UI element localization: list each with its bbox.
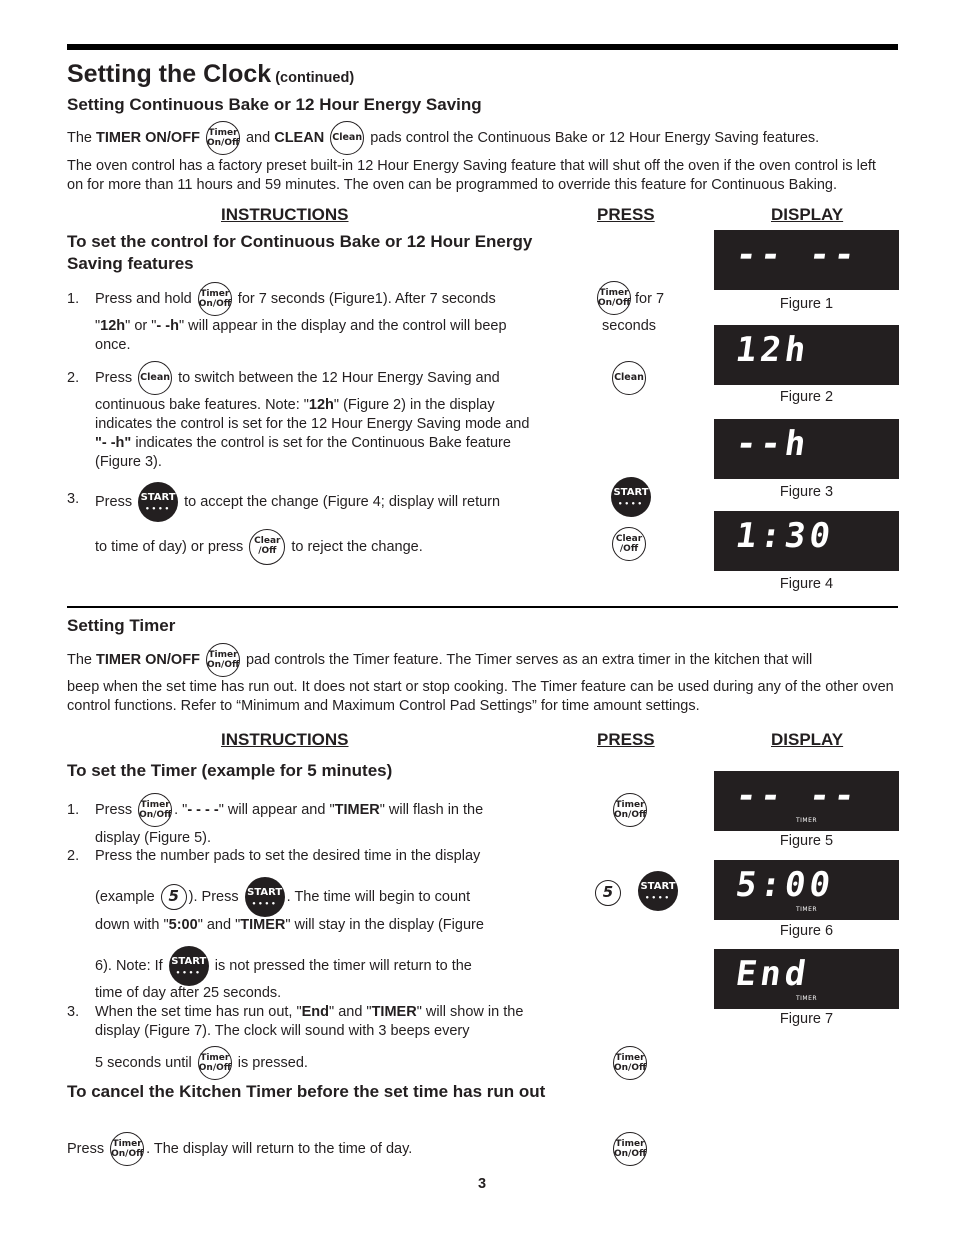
step-number: 2. bbox=[67, 848, 80, 864]
page-title bbox=[67, 60, 354, 89]
start-icon bbox=[638, 871, 678, 911]
pad-label: 5 bbox=[168, 887, 179, 905]
timer-step2-line3 bbox=[95, 916, 484, 935]
text: " will stay in the display (Figure bbox=[285, 917, 484, 933]
timer-on-off-icon bbox=[613, 1046, 647, 1080]
text: The bbox=[67, 652, 97, 668]
text: pads control the Continuous Bake or 12 Hour Energy Saving features. bbox=[366, 130, 820, 146]
figure-caption: Figure 7 bbox=[779, 1011, 834, 1027]
pad-label: Timer bbox=[200, 289, 230, 300]
timer-on-off-icon bbox=[597, 281, 631, 315]
section2-intro-line1 bbox=[67, 651, 812, 670]
text: down with " bbox=[95, 917, 169, 933]
figure-caption: Figure 4 bbox=[779, 576, 834, 592]
timer-on-off-icon bbox=[198, 282, 232, 316]
text: is pressed. bbox=[233, 1055, 308, 1071]
col-instructions: INSTRUCTIONS bbox=[221, 730, 349, 749]
pad-label: Timer bbox=[208, 128, 238, 139]
figure-caption: Figure 3 bbox=[779, 484, 834, 500]
text-bold: TIMER ON/OFF bbox=[96, 652, 200, 668]
text: 5 seconds until bbox=[95, 1055, 196, 1071]
figure-caption: Figure 5 bbox=[779, 833, 834, 849]
text: (example bbox=[95, 888, 159, 905]
figure-caption: Figure 6 bbox=[779, 923, 834, 939]
press-five-pad bbox=[595, 880, 621, 906]
press-clear-pad bbox=[612, 527, 646, 561]
figure-caption: Figure 1 bbox=[779, 296, 834, 312]
text: " will show in the display (Figure 7). The clock will sound with 3 beeps every bbox=[95, 1004, 524, 1039]
text: indicates the control is set for the Continuous Bake feature (Figure 3). bbox=[95, 435, 511, 470]
text: 6). Note: If bbox=[95, 957, 167, 974]
title-text: Setting the Clock bbox=[67, 60, 272, 88]
timer-on-off-icon bbox=[613, 793, 647, 827]
step-number: 1. bbox=[67, 802, 80, 818]
text: Press bbox=[67, 1141, 109, 1157]
start-icon bbox=[138, 482, 178, 522]
timer-indicator: TIMER bbox=[795, 817, 818, 824]
display-figure6 bbox=[714, 860, 899, 920]
pad-label: On/Off bbox=[198, 1063, 232, 1074]
clean-icon bbox=[330, 121, 364, 155]
text: " and " bbox=[329, 1004, 372, 1020]
pad-label: On/Off bbox=[614, 1149, 647, 1159]
pad-label: On/Off bbox=[139, 810, 172, 821]
step3-line2 bbox=[95, 537, 423, 557]
pad-label: Timer bbox=[112, 1139, 142, 1150]
step2-line2 bbox=[95, 396, 535, 472]
text: to switch between the 12 Hour Energy Saving and bbox=[174, 370, 500, 386]
pad-dots: •••• bbox=[145, 505, 172, 513]
col-press: PRESS bbox=[597, 730, 655, 749]
timer-step2-line5: time of day after 25 seconds. bbox=[95, 985, 282, 1001]
pad-label: Clear bbox=[254, 536, 281, 546]
text-bold: End bbox=[301, 1004, 330, 1020]
text: to accept the change (Figure 4; display will return bbox=[180, 493, 501, 510]
timer-step2-line4 bbox=[95, 954, 472, 978]
text-bold: TIMER bbox=[240, 917, 286, 933]
step3-line1 bbox=[95, 490, 500, 514]
timer-step1-line2: display (Figure 5). bbox=[95, 830, 212, 846]
pad-label: Timer bbox=[140, 800, 170, 811]
text: " (Figure 2) in the display indicates the control is set for the 12 Hour Energy Saving mode and bbox=[95, 397, 530, 432]
section2-subheading: To set the Timer (example for 5 minutes) bbox=[67, 761, 393, 780]
display-text: 1:30 bbox=[733, 516, 837, 556]
section1-intro bbox=[67, 129, 819, 148]
text-bold: - -h bbox=[156, 318, 179, 334]
step2-line1 bbox=[95, 369, 500, 388]
pad-label: START bbox=[247, 887, 283, 898]
pad-label: START bbox=[640, 881, 676, 892]
section-divider bbox=[67, 606, 898, 608]
start-icon bbox=[245, 877, 285, 917]
text: The bbox=[67, 130, 97, 146]
pad-label: On/Off bbox=[614, 1063, 647, 1073]
col-display: DISPLAY bbox=[771, 730, 844, 749]
text-bold: 12h bbox=[308, 397, 334, 413]
col-press: PRESS bbox=[597, 205, 655, 224]
section2-heading: Setting Timer bbox=[67, 616, 176, 635]
pad-label: On/Off bbox=[614, 810, 647, 820]
text: and bbox=[241, 130, 275, 146]
pad-label: Clean bbox=[614, 372, 644, 383]
pad-label: On/Off bbox=[206, 138, 240, 149]
text: " will appear and " bbox=[218, 802, 335, 818]
text: continuous bake features. Note: " bbox=[95, 397, 309, 413]
text: . The time will begin to count bbox=[286, 888, 471, 905]
text: . The display will return to the time of day. bbox=[146, 1141, 413, 1157]
start-icon bbox=[169, 946, 209, 986]
pad-label: Timer bbox=[615, 1139, 645, 1149]
text: When the set time has run out, " bbox=[95, 1004, 302, 1020]
display-text: End bbox=[733, 954, 813, 994]
press-clean-pad bbox=[612, 361, 646, 395]
press-start-pad bbox=[611, 477, 651, 517]
pad-label: On/Off bbox=[598, 298, 631, 308]
start-icon bbox=[611, 477, 651, 517]
text-bold: - - - - bbox=[187, 802, 219, 818]
timer-on-off-icon bbox=[110, 1132, 144, 1166]
pad-label: On/Off bbox=[206, 660, 240, 671]
press-seconds: seconds bbox=[602, 318, 657, 334]
text: " and " bbox=[197, 917, 241, 933]
timer-on-off-icon bbox=[198, 1046, 232, 1080]
display-figure1 bbox=[714, 230, 899, 290]
text: Press bbox=[95, 370, 137, 386]
display-figure4 bbox=[714, 511, 899, 571]
text: ). Press bbox=[188, 888, 243, 905]
page-number: 3 bbox=[477, 1176, 487, 1192]
text-bold: 5:00 bbox=[168, 917, 198, 933]
display-text: 5:00 bbox=[733, 865, 837, 905]
timer-on-off-icon bbox=[206, 121, 240, 155]
figure-caption: Figure 2 bbox=[779, 389, 834, 405]
text: to time of day) or press bbox=[95, 538, 248, 555]
display-figure3 bbox=[714, 419, 899, 479]
pad-label: 5 bbox=[602, 883, 614, 901]
text: to reject the change. bbox=[287, 538, 423, 555]
display-text: -- -- bbox=[733, 235, 862, 275]
section1-para2: The oven control has a factory preset built-in 12 Hour Energy Saving feature that will shut off the oven if the oven control is left on for more than 11 hours and 59 minutes. The oven can be programmed to override this feature for Continuous Baking. bbox=[67, 158, 876, 193]
text: pad controls the Timer feature. The Timer serves as an extra timer in the kitchen that will bbox=[241, 652, 813, 668]
text-bold: CLEAN bbox=[274, 130, 325, 146]
timer-on-off-icon bbox=[138, 793, 172, 827]
text: " will appear in the display and the control will beep once. bbox=[95, 318, 507, 353]
pad-label: Timer bbox=[208, 650, 238, 661]
step-number: 1. bbox=[67, 291, 80, 307]
text: Press bbox=[95, 493, 137, 510]
cancel-heading: To cancel the Kitchen Timer before the set time has run out bbox=[67, 1082, 546, 1101]
timer-step2-line1: Press the number pads to set the desired time in the display bbox=[95, 848, 481, 864]
timer-on-off-icon bbox=[206, 643, 240, 677]
pad-label: Timer bbox=[599, 288, 629, 298]
pad-label: START bbox=[171, 956, 207, 967]
title-suffix: (continued) bbox=[275, 70, 355, 86]
display-figure7 bbox=[714, 949, 899, 1009]
clear-off-icon bbox=[249, 529, 285, 565]
col-instructions: INSTRUCTIONS bbox=[221, 205, 349, 224]
display-figure2 bbox=[714, 325, 899, 385]
press-timer-pad bbox=[613, 793, 647, 827]
press-for7: for 7 bbox=[635, 291, 665, 307]
press-timer-pad bbox=[613, 1132, 647, 1166]
text: Press bbox=[95, 802, 137, 818]
display-figure5 bbox=[714, 771, 899, 831]
pad-label: On/Off bbox=[198, 299, 232, 310]
timer-on-off-icon bbox=[613, 1132, 647, 1166]
col-display: DISPLAY bbox=[771, 205, 844, 224]
section2-intro-line2: beep when the set time has run out. It does not start or stop cooking. The Timer feature can be used during any of the other oven control functions. Refer to “Minimum and Maximum Control Pad Settings” for time amount settings. bbox=[67, 679, 894, 714]
text-bold: TIMER bbox=[334, 802, 380, 818]
text: . " bbox=[174, 802, 188, 818]
timer-step3-line1 bbox=[95, 1003, 540, 1041]
pad-label: Clean bbox=[332, 132, 363, 144]
text: " or " bbox=[125, 318, 157, 334]
timer-step3-line2 bbox=[95, 1054, 308, 1073]
pad-label: /Off bbox=[619, 544, 639, 554]
timer-step2-line2 bbox=[95, 885, 470, 909]
press-start-pad bbox=[638, 871, 678, 911]
text: Press and hold bbox=[95, 291, 196, 307]
pad-label: Timer bbox=[200, 1053, 230, 1064]
pad-dots: •••• bbox=[175, 969, 202, 977]
timer-indicator: TIMER bbox=[795, 995, 818, 1002]
press-timer-pad bbox=[597, 281, 631, 315]
number-5-icon bbox=[161, 884, 187, 910]
step1-line2 bbox=[95, 317, 535, 355]
text: for 7 seconds (Figure1). After 7 seconds bbox=[233, 291, 496, 307]
pad-dots: •••• bbox=[645, 894, 671, 902]
pad-label: Timer bbox=[615, 800, 645, 810]
section1-subheading: To set the control for Continuous Bake or 12 Hour Energy Saving features bbox=[67, 232, 533, 273]
clean-icon bbox=[138, 361, 172, 395]
text-bold: "- -h" bbox=[95, 435, 132, 451]
pad-label: START bbox=[140, 492, 176, 503]
cancel-text bbox=[67, 1140, 412, 1159]
clean-icon bbox=[612, 361, 646, 395]
display-text: 12h bbox=[733, 330, 813, 370]
pad-label: Clear bbox=[615, 534, 643, 544]
press-timer-pad bbox=[613, 1046, 647, 1080]
pad-label: Clean bbox=[140, 372, 171, 384]
section1-heading: Setting Continuous Bake or 12 Hour Energy Saving bbox=[67, 95, 482, 114]
text: " bbox=[95, 318, 101, 334]
text: " will flash in the bbox=[379, 802, 484, 818]
step-number: 3. bbox=[67, 491, 80, 507]
pad-label: On/Off bbox=[111, 1149, 144, 1160]
pad-dots: •••• bbox=[618, 500, 644, 508]
display-text: -- -- bbox=[733, 776, 862, 816]
display-text: --h bbox=[733, 424, 813, 464]
text-bold: 12h bbox=[100, 318, 126, 334]
text-bold: TIMER ON/OFF bbox=[96, 130, 200, 146]
text: is not pressed the timer will return to the bbox=[210, 957, 472, 974]
timer-step1-line1 bbox=[95, 801, 483, 820]
number-5-icon bbox=[595, 880, 621, 906]
step1-line1 bbox=[95, 290, 496, 309]
pad-label: /Off bbox=[258, 546, 277, 556]
text-bold: TIMER bbox=[371, 1004, 417, 1020]
pad-label: START bbox=[613, 487, 649, 498]
clear-off-icon bbox=[612, 527, 646, 561]
step-number: 3. bbox=[67, 1004, 80, 1020]
pad-label: Timer bbox=[615, 1053, 645, 1063]
timer-indicator: TIMER bbox=[795, 906, 818, 913]
top-rule bbox=[67, 44, 898, 50]
pad-dots: •••• bbox=[251, 900, 278, 908]
step-number: 2. bbox=[67, 370, 80, 386]
